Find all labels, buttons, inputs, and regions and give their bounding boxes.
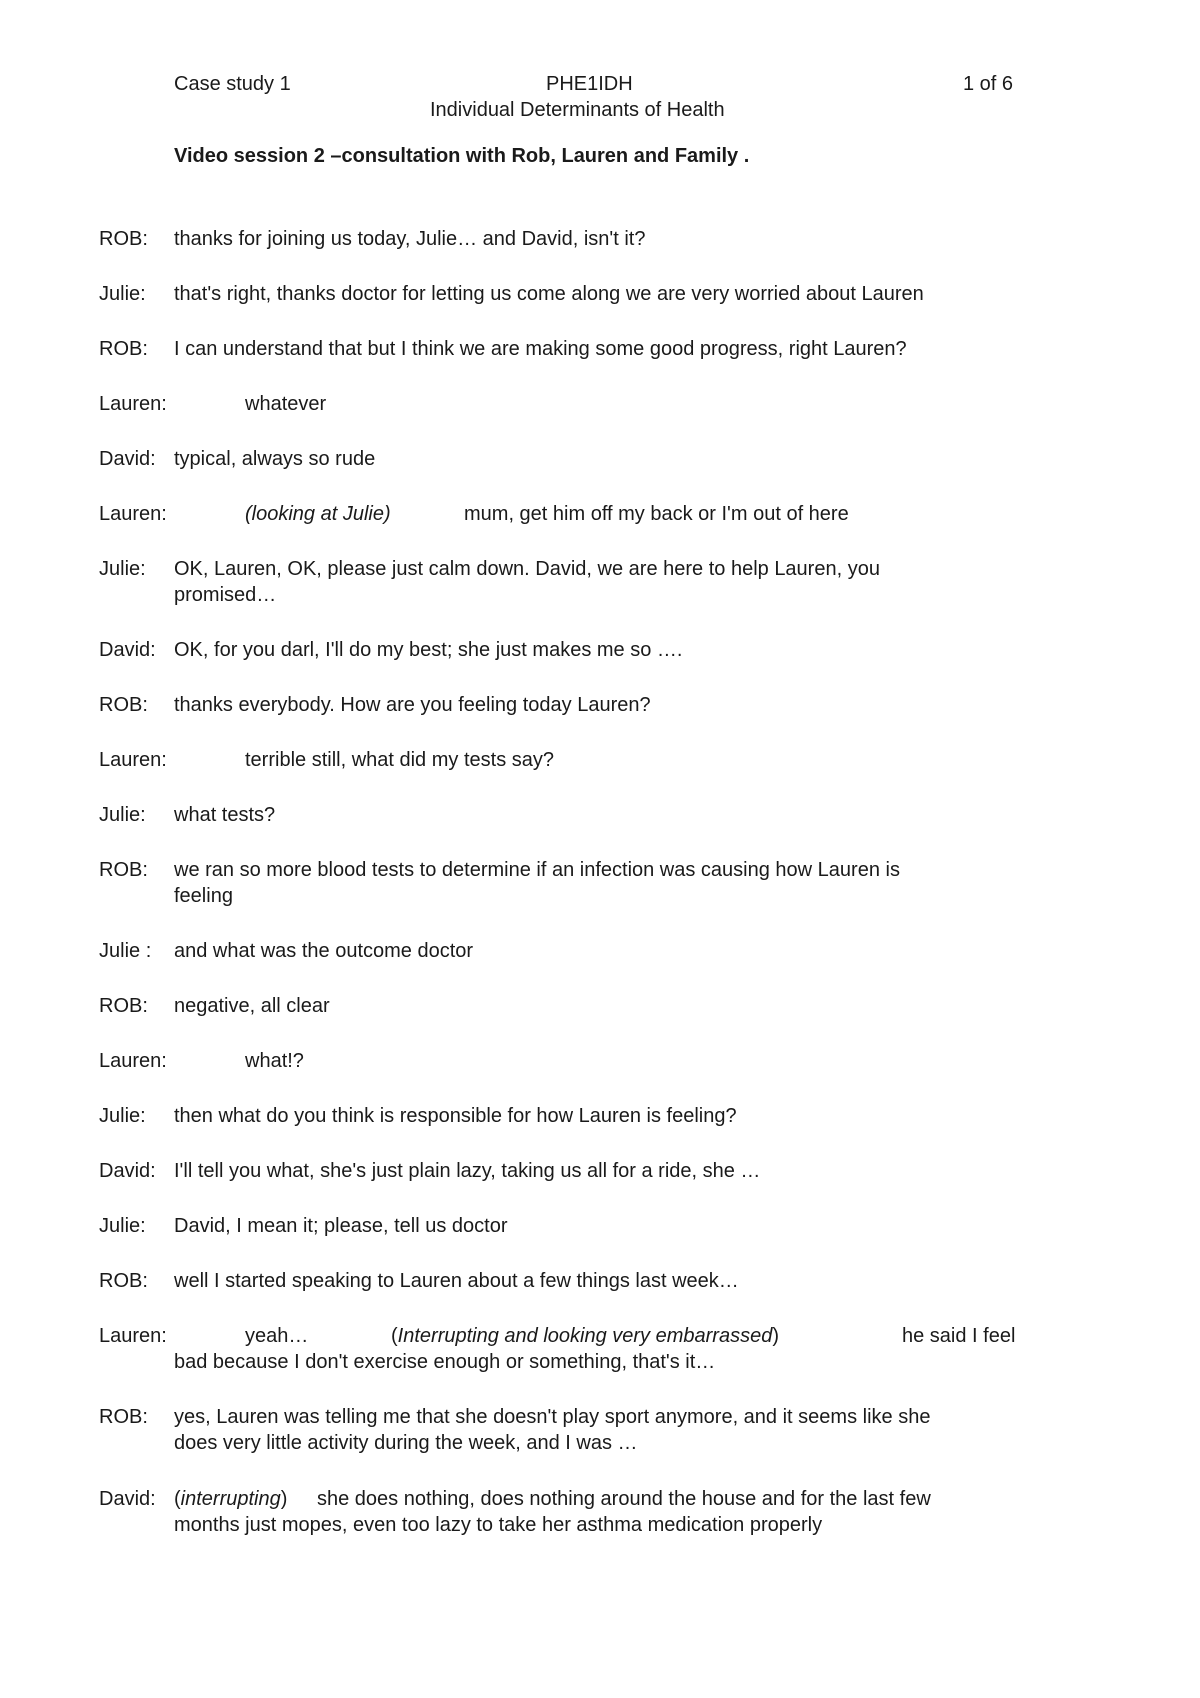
dialogue-text: negative, all clear [174, 995, 330, 1017]
document-title: Video session 2 –consultation with Rob, Lauren and Family . [174, 145, 750, 167]
stage-direction: (Interrupting and looking very embarrassed) [391, 1325, 779, 1347]
dialogue-text: what!? [245, 1050, 304, 1072]
dialogue-text: I'll tell you what, she's just plain lazy, taking us all for a ride, she … [174, 1160, 761, 1182]
speaker-label: Lauren: [99, 749, 167, 771]
speaker-label: ROB: [99, 694, 148, 716]
stage-direction: (interrupting) [174, 1488, 288, 1510]
speaker-label: Julie: [99, 558, 146, 580]
speaker-label: Lauren: [99, 503, 167, 525]
dialogue-text: he said I feel [902, 1325, 1016, 1347]
dialogue-text: mum, get him off my back or I'm out of here [464, 503, 849, 525]
dialogue-text: we ran so more blood tests to determine if an infection was causing how Lauren is [174, 859, 900, 881]
speaker-label: Julie: [99, 1215, 146, 1237]
header-left: Case study 1 [174, 73, 291, 95]
dialogue-text-continued: feeling [174, 885, 233, 907]
speaker-label: David: [99, 1488, 156, 1510]
header-page-number: 1 of 6 [963, 73, 1014, 95]
dialogue-text-continued: bad because I don't exercise enough or something, that's it… [174, 1351, 716, 1373]
dialogue-text-continued: months just mopes, even too lazy to take her asthma medication properly [174, 1514, 823, 1536]
speaker-label: Julie: [99, 283, 146, 305]
stage-direction: (looking at Julie) [245, 503, 391, 525]
dialogue-text: yes, Lauren was telling me that she doesn't play sport anymore, and it seems like she [174, 1406, 931, 1428]
stage-direction-text: interrupting [180, 1488, 281, 1510]
stage-direction-text: Interrupting and looking very embarrassed [397, 1325, 773, 1347]
dialogue-text: terrible still, what did my tests say? [245, 749, 554, 771]
dialogue-text: OK, for you darl, I'll do my best; she just makes me so …. [174, 639, 683, 661]
dialogue-text: OK, Lauren, OK, please just calm down. David, we are here to help Lauren, you [174, 558, 880, 580]
speaker-label: Lauren: [99, 1325, 167, 1347]
speaker-label: Julie: [99, 804, 146, 826]
speaker-label: ROB: [99, 338, 148, 360]
speaker-label: Julie: [99, 1105, 146, 1127]
dialogue-text: and what was the outcome doctor [174, 940, 474, 962]
dialogue-text: thanks for joining us today, Julie… and David, isn't it? [174, 228, 646, 250]
speaker-label: ROB: [99, 1406, 148, 1428]
dialogue-text-continued: does very little activity during the week, and I was … [174, 1432, 638, 1454]
dialogue-text: whatever [245, 393, 327, 415]
speaker-label: Lauren: [99, 1050, 167, 1072]
dialogue-text: she does nothing, does nothing around the house and for the last few [317, 1488, 931, 1510]
speaker-label: ROB: [99, 228, 148, 250]
speaker-label: Lauren: [99, 393, 167, 415]
speaker-label: Julie : [99, 940, 152, 962]
header-course-code: PHE1IDH [546, 73, 633, 95]
dialogue-text-continued: promised… [174, 584, 277, 606]
dialogue-text: that's right, thanks doctor for letting us come along we are very worried about Lauren [174, 283, 924, 305]
dialogue-text: thanks everybody. How are you feeling today Lauren? [174, 694, 651, 716]
speaker-label: David: [99, 1160, 156, 1182]
header-subtitle: Individual Determinants of Health [430, 99, 725, 121]
dialogue-text: well I started speaking to Lauren about a few things last week… [174, 1270, 739, 1292]
dialogue-text: David, I mean it; please, tell us doctor [174, 1215, 508, 1237]
speaker-label: David: [99, 639, 156, 661]
speaker-label: David: [99, 448, 156, 470]
speaker-label: ROB: [99, 995, 148, 1017]
dialogue-text: then what do you think is responsible for how Lauren is feeling? [174, 1105, 737, 1127]
speaker-label: ROB: [99, 859, 148, 881]
dialogue-text: I can understand that but I think we are making some good progress, right Lauren? [174, 338, 907, 360]
dialogue-text: what tests? [174, 804, 276, 826]
dialogue-text: yeah… [245, 1325, 309, 1347]
speaker-label: ROB: [99, 1270, 148, 1292]
dialogue-text: typical, always so rude [174, 448, 376, 470]
